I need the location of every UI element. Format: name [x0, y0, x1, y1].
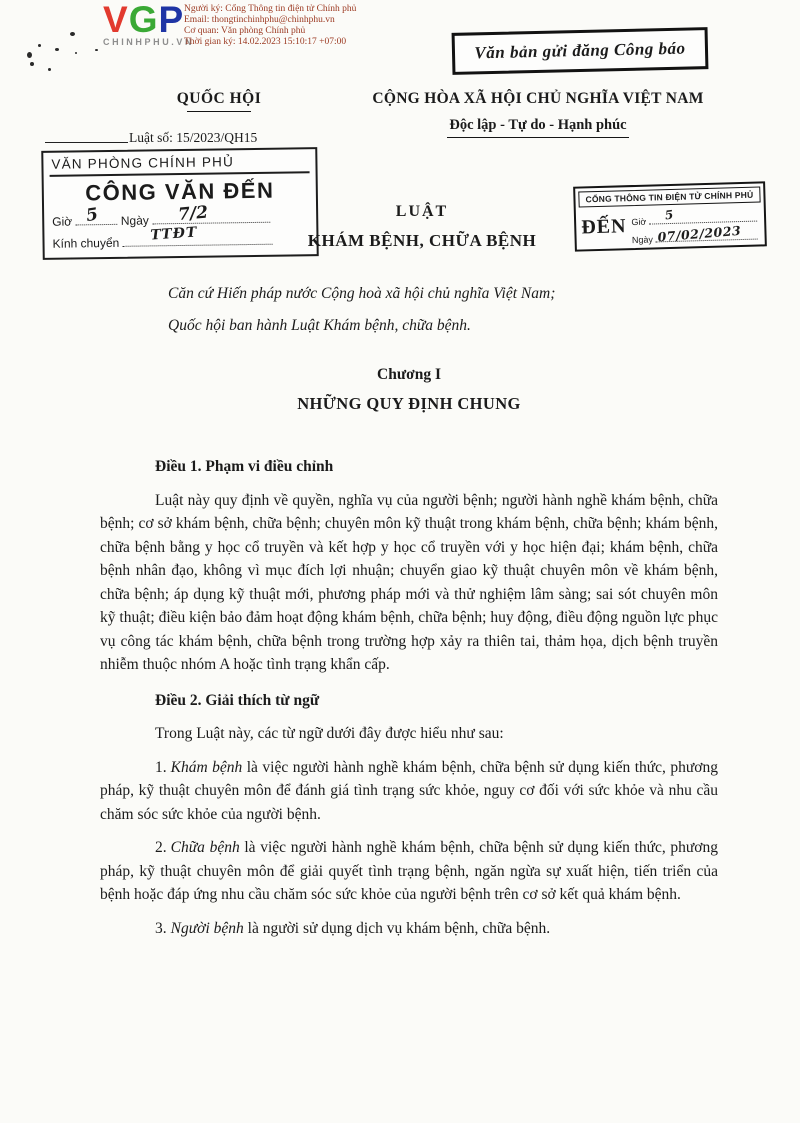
item-number: 3.	[155, 919, 167, 937]
congbao-stamp-label: Văn bản gửi đăng Công báo	[474, 38, 686, 63]
definition-text: là việc người hành nghề khám bệnh, chữa bệnh sử dụng kiến thức, phương pháp, kỹ thuật chuyên môn để giải quyết tình trạng bệnh, ngăn ngừa sự xuất hiện, tiến triển của bệnh hoặc đáp ứng nhu cầu chăm sóc sức khỏe của người bệnh trên cơ sở kết quả khám bệnh.	[100, 839, 719, 903]
underline-rule	[447, 137, 629, 138]
defined-term: Khám bệnh	[170, 758, 243, 776]
stamp-title: CÔNG VĂN ĐẾN	[85, 177, 275, 206]
document-title-line1: LUẬT	[395, 203, 449, 220]
definition-text: là việc người hành nghề khám bệnh, chữa bệnh sử dụng kiến thức, phương pháp, kỹ thuật chuyên môn để đánh giá tình trạng sức khỏe, nguy cơ đối với sức khỏe và nhu cầu chăm sóc sức khỏe của người bệnh.	[100, 758, 718, 823]
ink-speck	[38, 44, 41, 47]
signature-line: Cơ quan: Văn phòng Chính phủ	[184, 26, 306, 36]
scan-line-artifact	[45, 142, 128, 143]
vgp-letter-v: V	[103, 0, 129, 40]
chapter-title: NHỮNG QUY ĐỊNH CHUNG	[297, 393, 521, 413]
vgp-logo-letters	[103, 0, 194, 40]
vgp-letter-p: P	[158, 0, 185, 40]
definition-text: là người sử dụng dịch vụ khám bệnh, chữa bệnh.	[243, 919, 551, 937]
signature-line: Người ký: Cổng Thông tin điện tử Chính phủ	[184, 4, 357, 14]
issuer-block	[138, 90, 300, 112]
handwritten-date: 7/2	[177, 202, 209, 226]
document-title-line2: KHÁM BỆNH, CHỮA BỆNH	[307, 231, 537, 250]
defined-term: Người bệnh	[170, 919, 244, 937]
handwritten-forward-to: TTĐT	[149, 224, 198, 244]
issuer-title: QUỐC HỘI	[176, 90, 262, 107]
preamble-line: Quốc hội ban hành Luật Khám bệnh, chữa bệnh.	[168, 316, 471, 334]
vgp-logo-subtitle: CHINHPHU.VN	[103, 37, 195, 47]
vgp-logo	[103, 0, 195, 47]
portal-stamp-title: CỔNG THÔNG TIN ĐIỆN TỬ CHÍNH PHỦ	[578, 186, 760, 207]
definition-item-3	[100, 917, 718, 941]
ink-speck	[55, 48, 59, 51]
vgp-letter-g: G	[128, 0, 159, 40]
item-number: 2.	[155, 839, 167, 856]
digital-signature-block	[184, 4, 356, 48]
signature-line: Thời gian ký: 14.02.2023 15:10:17 +07:00	[184, 37, 347, 47]
portal-received-stamp	[573, 181, 767, 251]
congbao-stamp	[452, 27, 709, 75]
ink-speck	[70, 32, 75, 36]
chapter-label: Chương I	[377, 366, 441, 383]
national-motto-block	[342, 90, 734, 138]
dotted-line	[152, 212, 270, 225]
signature-line: Email: thongtinchinhphu@chinhphu.vn	[184, 15, 335, 25]
ink-speck	[48, 68, 51, 71]
law-text-body	[100, 282, 718, 940]
handwritten-hour: 5	[84, 204, 100, 227]
portal-stamp-body	[579, 205, 762, 246]
underline-rule	[187, 111, 251, 112]
item-number: 1.	[155, 758, 167, 776]
definition-item-2	[100, 836, 718, 907]
preamble-line: Căn cứ Hiến pháp nước Cộng hoà xã hội chủ nghĩa Việt Nam;	[168, 285, 556, 302]
portal-hour-row	[631, 207, 761, 228]
ink-speck	[27, 52, 32, 58]
den-label: ĐẾN	[580, 215, 627, 239]
kinh-chuyen-label: Kính chuyển	[52, 235, 120, 251]
ngay-label: Ngày	[631, 234, 654, 246]
article-2-heading: Điều 2. Giải thích từ ngữ	[155, 691, 320, 709]
ink-speck	[75, 52, 77, 54]
chapter-heading	[100, 363, 718, 415]
article-2-intro: Trong Luật này, các từ ngữ dưới đây được hiểu như sau:	[155, 725, 504, 742]
defined-term: Chữa bệnh	[170, 839, 240, 856]
stamp-office-name: VĂN PHÒNG CHÍNH PHỦ	[49, 151, 309, 177]
document-title	[262, 203, 582, 251]
gio-label: Giờ	[52, 214, 73, 229]
handwritten-date: 07/02/2023	[657, 222, 742, 245]
ngay-label: Ngày	[120, 213, 149, 228]
national-motto: Độc lập - Tự do - Hạnh phúc	[449, 117, 627, 133]
handwritten-hour: 5	[664, 207, 675, 223]
gio-label: Giờ	[631, 216, 647, 228]
ink-speck	[95, 49, 98, 51]
document-number: Luật số: 15/2023/QH15	[129, 130, 258, 145]
article-1-heading: Điều 1. Phạm vi điều chỉnh	[155, 458, 334, 475]
preamble	[100, 282, 718, 337]
ink-speck	[30, 62, 34, 66]
definition-item-1	[100, 756, 718, 827]
article-1-paragraph: Luật này quy định về quyền, nghĩa vụ của người bệnh; người hành nghề khám bệnh, chữa bệnh; cơ sở khám bệnh, chữa bệnh; chuyên môn kỹ thuật trong khám bệnh, chữa bệnh; khám bệnh, chữa bệnh bằng y học cổ truyền và kết hợp y học cổ truyền với y học hiện đại; khám bệnh, chữa bệnh nhân đạo, không vì mục đích lợi nhuận; chuyển giao kỹ thuật chuyên môn về khám bệnh, chữa bệnh; áp dụng kỹ thuật mới, phương pháp mới và thử nghiệm lâm sàng; sai sót chuyên môn kỹ thuật; điều kiện bảo đảm hoạt động khám bệnh, chữa bệnh; huy động, điều động nguồn lực phục vụ công tác khám bệnh, chữa bệnh trong trường hợp xảy ra thiên tai, thảm họa, dịch bệnh truyền nhiễm thuộc nhóm A hoặc tình trạng khẩn cấp.	[100, 491, 718, 673]
national-title: CỘNG HÒA XÃ HỘI CHỦ NGHĨA VIỆT NAM	[372, 90, 704, 107]
